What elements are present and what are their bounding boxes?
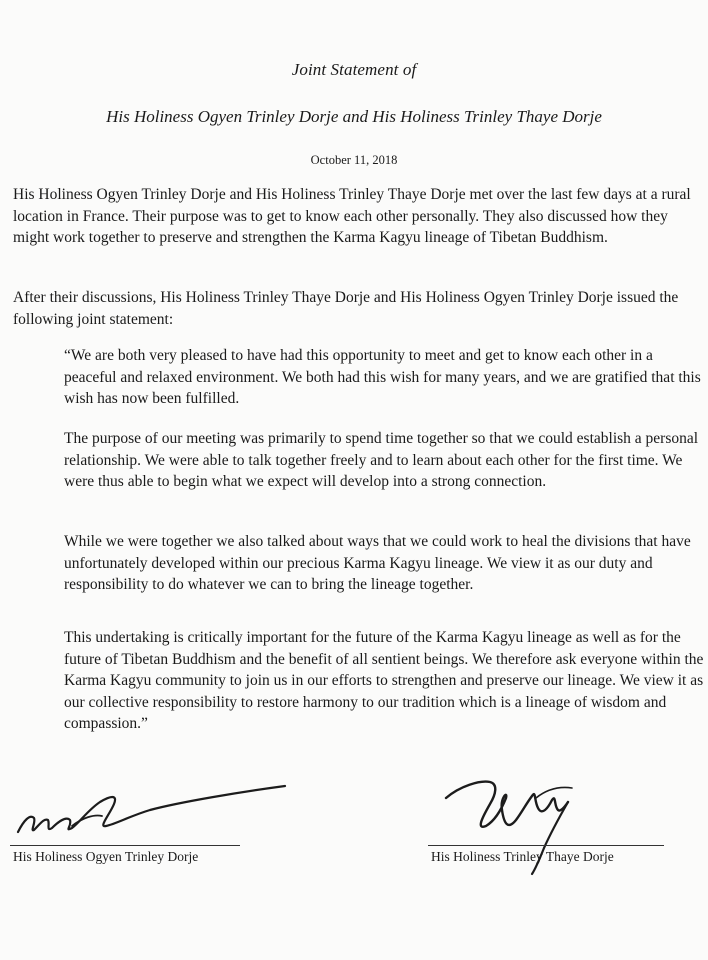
document-title: Joint Statement of	[291, 60, 417, 79]
quote-paragraph-2: The purpose of our meeting was primarily to spend time together so that we could establish a personal relationship. We were able to talk together freely and to learn about each other for the first time. We were thus able to begin what we expect will develop into a strong connection.	[64, 430, 699, 490]
signatory-name-left: His Holiness Ogyen Trinley Dorje	[13, 849, 199, 864]
signature-left-image	[10, 770, 310, 850]
signature-line-left	[10, 845, 240, 846]
document-subtitle: His Holiness Ogyen Trinley Dorje and His Holiness Trinley Thaye Dorje	[106, 107, 602, 126]
document-date: October 11, 2018	[310, 153, 398, 167]
intro-paragraph: His Holiness Ogyen Trinley Dorje and His Holiness Trinley Thaye Dorje met over the last few days at a rural location in France. Their purpose was to get to know each other personally. They also discussed how they might work together to preserve and strengthen the Karma Kagyu lineage of Tibetan Buddhism.	[13, 186, 691, 246]
signatory-name-right: His Holiness Trinley Thaye Dorje	[431, 849, 614, 864]
signature-line-right	[428, 845, 664, 846]
quote-paragraph-1: “We are both very pleased to have had this opportunity to meet and get to know each other in a peaceful and relaxed environment. We both had this wish for many years, and we are gratified that this wish has now been fulfilled.	[64, 347, 701, 407]
quote-paragraph-3: While we were together we also talked about ways that we could work to heal the divisions that have unfortunately developed within our precious Karma Kagyu lineage. We view it as our duty and responsibility to do whatever we can to bring the lineage together.	[64, 533, 691, 593]
quote-paragraph-4: This undertaking is critically important for the future of the Karma Kagyu lineage as well as for the future of Tibetan Buddhism and the benefit of all sentient beings. We therefore ask everyone within the Karma Kagyu community to join us in our efforts to strengthen and preserve our lineage. We view it as our collective responsibility to restore harmony to our tradition which is a lineage of wisdom and compassion.”	[64, 629, 704, 732]
statement-lead-paragraph: After their discussions, His Holiness Trinley Thaye Dorje and His Holiness Ogyen Trinley Dorje issued the following joint statement:	[13, 289, 679, 328]
